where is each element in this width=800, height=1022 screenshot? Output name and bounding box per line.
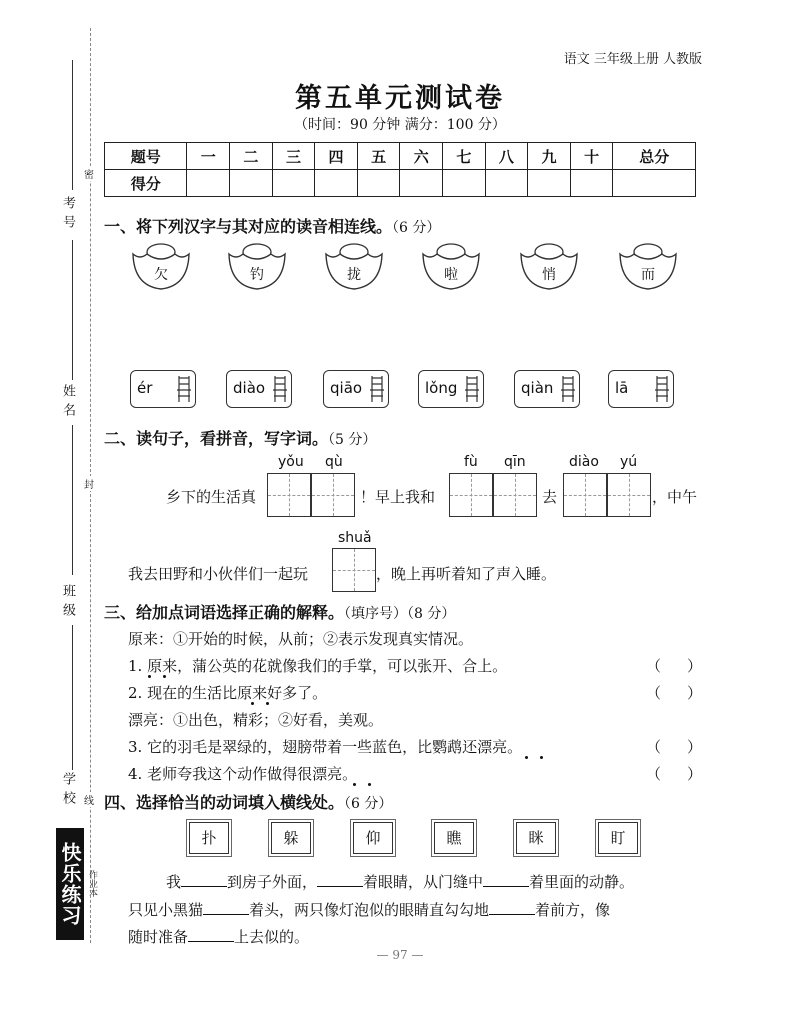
chair-icon <box>653 374 671 404</box>
page-number: — 97 — <box>376 948 424 962</box>
chair-icon <box>271 374 289 404</box>
writing-cell[interactable] <box>563 473 607 517</box>
pinyin-card[interactable] <box>418 370 484 408</box>
question-4: 4. 老师夸我这个动作做得很漂亮。 <box>128 765 358 783</box>
score-head-cell: 七 <box>443 143 486 170</box>
section-4-points: （6 分） <box>344 796 393 812</box>
score-cell[interactable] <box>315 170 358 197</box>
score-head-cell: 总分 <box>613 143 696 170</box>
section-3-points: （填序号）（8 分） <box>344 606 456 622</box>
fill-line-3 <box>128 926 309 947</box>
fill-text: 到房子外面， <box>227 873 318 891</box>
definition-piaoliang: 漂亮：①出色，精彩；②好看，美观。 <box>128 711 384 729</box>
pinyin-label: yú <box>620 454 638 470</box>
pinyin-text: diào <box>233 379 266 397</box>
chair-icon <box>368 374 386 404</box>
writing-cell[interactable] <box>332 548 376 592</box>
gutter-label-xuexiao: 学校 <box>60 772 75 810</box>
fill-blank[interactable] <box>188 927 234 942</box>
verb-option[interactable]: 盯 <box>598 822 638 854</box>
sentence-text: 去 <box>542 488 558 506</box>
fill-text: 只见小黑猫 <box>128 901 204 919</box>
sentence-text: ！早上我和 <box>360 488 436 506</box>
writing-cell[interactable] <box>607 473 651 517</box>
question-3: 3. 它的羽毛是翠绿的，翅膀带着一些蓝色，比鹦鹉还漂亮。 <box>128 738 523 756</box>
emphasis-dot <box>353 783 356 786</box>
pinyin-text: ér <box>137 379 153 397</box>
fill-text: 着里面的动静。 <box>529 873 635 891</box>
cut-label-xian: 线 <box>84 792 94 807</box>
pinyin-label: yǒu <box>278 454 304 470</box>
pinyin-text: qiāo <box>330 379 363 397</box>
score-head-cell: 五 <box>357 143 400 170</box>
chair-icon <box>175 374 193 404</box>
chair-icon <box>559 374 577 404</box>
fill-blank[interactable] <box>317 872 363 887</box>
verb-option[interactable]: 眯 <box>516 822 556 854</box>
score-head-cell: 九 <box>528 143 571 170</box>
fill-blank[interactable] <box>483 872 529 887</box>
book-info: 语文 三年级上册 人教版 <box>563 52 702 67</box>
fill-blank[interactable] <box>181 872 227 887</box>
pinyin-label: shuǎ <box>338 530 372 546</box>
gutter-label-xingming: 姓名 <box>60 384 75 422</box>
pinyin-card[interactable] <box>226 370 292 408</box>
score-cell[interactable] <box>187 170 230 197</box>
pinyin-label: diào <box>569 454 599 470</box>
answer-paren-left: （ <box>646 684 662 702</box>
score-head-cell: 四 <box>315 143 358 170</box>
ingot-char: 悄 <box>542 267 556 283</box>
pinyin-card[interactable] <box>323 370 389 408</box>
score-cell[interactable] <box>230 170 273 197</box>
pinyin-text: lǒng <box>425 379 458 397</box>
pinyin-text: qiàn <box>521 379 554 397</box>
score-row-label: 得分 <box>105 170 187 197</box>
emphasis-dot <box>525 756 528 759</box>
writing-cell[interactable] <box>493 473 537 517</box>
emphasis-dot <box>163 675 166 678</box>
fill-text: 随时准备 <box>128 928 189 946</box>
ingot-char: 欠 <box>154 267 168 283</box>
fill-text: 上去似的。 <box>234 928 310 946</box>
sentence-text: 我去田野和小伙伴们一起玩 <box>128 565 309 583</box>
emphasis-dot <box>368 783 371 786</box>
exam-info: （时间：90 分钟 满分：100 分） <box>294 117 506 133</box>
ingot-char: 拢 <box>347 267 361 283</box>
sentence-text: ，中午 <box>652 488 698 506</box>
score-cell[interactable] <box>272 170 315 197</box>
answer-paren-left: （ <box>646 657 662 675</box>
ingot-char-card[interactable] <box>226 242 288 292</box>
score-cell[interactable] <box>357 170 400 197</box>
gutter-line-4 <box>72 625 73 770</box>
emphasis-dot <box>266 702 269 705</box>
fill-blank[interactable] <box>489 900 535 915</box>
pinyin-card[interactable] <box>130 370 196 408</box>
writing-cell[interactable] <box>311 473 355 517</box>
writing-cell[interactable] <box>267 473 311 517</box>
answer-paren-right: ） <box>687 738 703 756</box>
answer-paren-right: ） <box>687 765 703 783</box>
ingot-char-card[interactable] <box>617 242 679 292</box>
fill-text: 我 <box>166 873 182 891</box>
fill-text: 着前方，像 <box>535 901 611 919</box>
verb-option[interactable]: 躲 <box>271 822 311 854</box>
gutter-line-2 <box>72 240 73 380</box>
score-cell[interactable] <box>570 170 613 197</box>
score-header-row <box>105 143 696 170</box>
sentence-text: ，晚上再听着知了声入睡。 <box>376 565 557 583</box>
ingot-char: 啦 <box>444 267 458 283</box>
score-value-row <box>105 170 696 197</box>
definition-yuanlai: 原来：①开始的时候，从前；②表示发现真实情况。 <box>128 630 474 648</box>
section-1-heading: 一、将下列汉字与其对应的读音相连线。 <box>104 217 393 236</box>
score-head-cell: 八 <box>485 143 528 170</box>
cut-label-feng: 封 <box>84 476 94 491</box>
score-table <box>104 142 696 197</box>
score-head-cell: 二 <box>230 143 273 170</box>
brand-logo-sub: 作业本 <box>87 870 97 897</box>
score-head-cell: 题号 <box>105 143 187 170</box>
section-1-points: （6 分） <box>392 220 441 236</box>
emphasis-dot <box>540 756 543 759</box>
pinyin-label: qīn <box>504 454 526 470</box>
score-cell[interactable] <box>485 170 528 197</box>
score-head-cell: 三 <box>272 143 315 170</box>
ingot-char-card[interactable] <box>518 242 580 292</box>
fill-line-2 <box>128 899 610 920</box>
ingot-char-card[interactable] <box>323 242 385 292</box>
pinyin-label: fù <box>464 454 478 470</box>
score-head-cell: 十 <box>570 143 613 170</box>
ingot-char-card[interactable] <box>420 242 482 292</box>
gutter-label-banji: 班级 <box>60 584 75 622</box>
fill-text: 着头，两只像灯泡似的眼睛直勾勾地 <box>249 901 490 919</box>
section-1-title <box>104 214 440 237</box>
pinyin-text: lā <box>615 379 629 397</box>
page-title: 第五单元测试卷 <box>295 83 505 114</box>
question-2: 2. 现在的生活比原来好多了。 <box>128 684 328 702</box>
ingot-char: 而 <box>641 267 655 283</box>
section-2-heading: 二、读句子，看拼音，写字词。 <box>104 429 329 448</box>
writing-cell[interactable] <box>449 473 493 517</box>
question-1: 1. 原来，蒲公英的花就像我们的手掌，可以张开、合上。 <box>128 657 508 675</box>
score-cell[interactable] <box>400 170 443 197</box>
verb-option[interactable]: 扑 <box>189 822 229 854</box>
pinyin-card[interactable] <box>514 370 580 408</box>
score-cell[interactable] <box>443 170 486 197</box>
section-4-heading: 四、选择恰当的动词填入横线处。 <box>104 793 345 812</box>
score-cell[interactable] <box>613 170 696 197</box>
cut-label-mi: 密 <box>84 166 94 181</box>
section-2-title <box>104 426 376 449</box>
ingot-char: 钓 <box>250 267 264 283</box>
section-4-title <box>104 790 392 813</box>
verb-option[interactable]: 仰 <box>353 822 393 854</box>
section-3-heading: 三、给加点词语选择正确的解释。 <box>104 603 345 622</box>
verb-option[interactable]: 瞧 <box>434 822 474 854</box>
answer-paren-right: ） <box>687 684 703 702</box>
score-head-cell: 六 <box>400 143 443 170</box>
gutter-label-kaohao: 考号 <box>60 196 75 234</box>
emphasis-dot <box>148 675 151 678</box>
answer-paren-right: ） <box>687 657 703 675</box>
score-cell[interactable] <box>528 170 571 197</box>
fill-blank[interactable] <box>203 900 249 915</box>
pinyin-label: qù <box>325 454 343 470</box>
score-head-cell: 一 <box>187 143 230 170</box>
section-2-points: （5 分） <box>328 432 377 448</box>
gutter-line-3 <box>72 425 73 575</box>
ingot-char-card[interactable] <box>130 242 192 292</box>
brand-logo: 快乐练习 <box>56 828 84 940</box>
emphasis-dot <box>251 702 254 705</box>
sentence-text: 乡下的生活真 <box>166 488 257 506</box>
chair-icon <box>463 374 481 404</box>
fill-line-1 <box>166 871 634 892</box>
fill-text: 着眼睛，从门缝中 <box>363 873 484 891</box>
answer-paren-left: （ <box>646 765 662 783</box>
answer-paren-left: （ <box>646 738 662 756</box>
pinyin-card[interactable] <box>608 370 674 408</box>
section-3-title <box>104 600 455 623</box>
